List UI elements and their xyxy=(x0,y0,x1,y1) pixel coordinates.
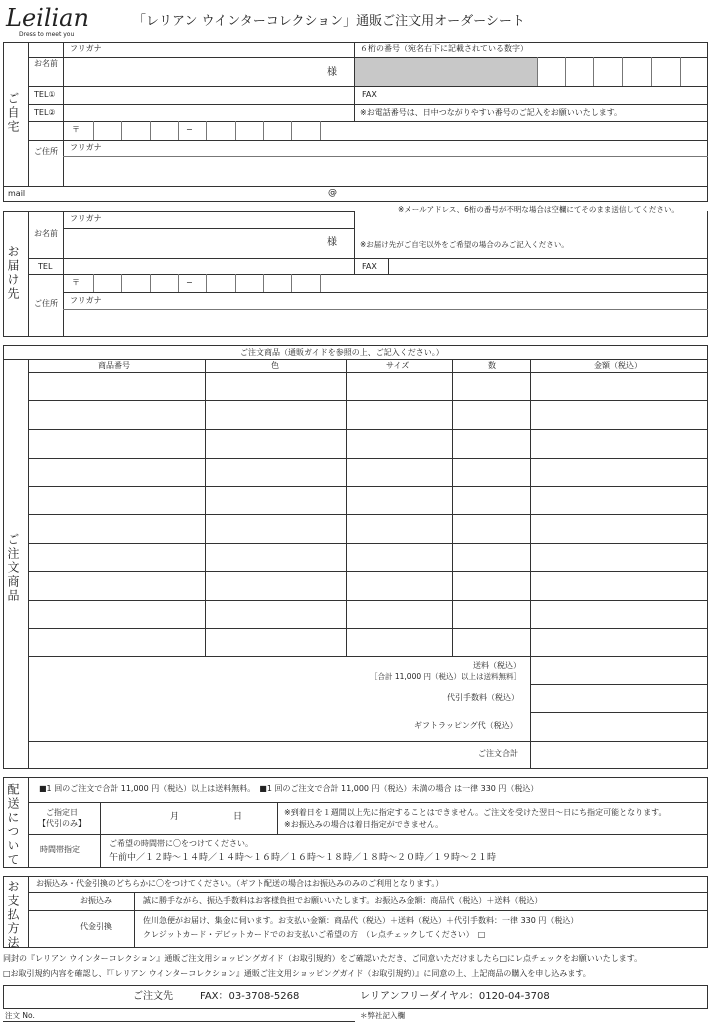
delivery-postal-dash: − xyxy=(186,278,193,287)
col-amount: 金額（税込） xyxy=(594,361,642,370)
order-row[interactable] xyxy=(29,544,708,571)
home-fax-input[interactable] xyxy=(390,87,708,104)
delivery-fax-input[interactable] xyxy=(389,259,708,274)
order-row[interactable] xyxy=(29,401,708,429)
six-digit-label: ６桁の番号（宛名右下に記載されている数字） xyxy=(360,44,528,53)
agreement-checkbox-line[interactable]: □お取引規約内容を確認し、『「レリアン ウインターコレクション』通販ご注文用ショッピングガイド（お取引規約）』に同意の上、上記商品の購入を申し込みます。 xyxy=(3,969,591,978)
tel-note: ※お電話番号は、日中つながりやすい番号のご記入をお願いいたします。 xyxy=(360,108,623,117)
payment-section-label: お支払方法 xyxy=(6,880,20,950)
home-name-label: お名前 xyxy=(34,59,58,68)
col-quantity: 数 xyxy=(488,361,496,370)
delivery-tel-input[interactable] xyxy=(64,259,354,274)
date-day-label: 日 xyxy=(233,812,243,822)
office-use-label: ＊弊社記入欄 xyxy=(360,1011,405,1020)
time-slot-options[interactable]: 午前中／１２時〜１４時／１４時〜１６時／１６時〜１８時／１８時〜２０時／１９時〜２１時 xyxy=(109,853,497,863)
home-sama: 様 xyxy=(327,67,337,78)
shipping-fee-input[interactable] xyxy=(531,657,708,684)
col-size: サイズ xyxy=(386,361,410,370)
order-row[interactable] xyxy=(29,572,708,600)
cod-label[interactable]: 代金引換 xyxy=(80,922,112,931)
home-postal-dash: − xyxy=(186,125,193,134)
shipping-free-note: ■1 回のご注文で合計 11,000 円（税込）以上は送料無料。 ■1 回のご注文で合計 11,000 円（税込）未満の場合 は一律 330 円（税込） xyxy=(39,784,539,793)
home-address-furigana: フリガナ xyxy=(70,143,102,152)
home-postal-input[interactable] xyxy=(93,122,320,140)
delivery-postal-input[interactable] xyxy=(93,275,320,292)
shipping-fee-label: 送料（税込） xyxy=(473,661,521,670)
cod-note-2[interactable]: クレジットカード・デビットカードでのお支払いご希望の方 （レ点チェックしてください） □ xyxy=(143,930,486,939)
delivery-address-label: ご住所 xyxy=(34,299,58,308)
delivery-postal-mark: 〒 xyxy=(72,278,80,287)
date-note-1: ※到着日を１週間以上先に指定することはできません。ご注文を受けた翌日〜日にち指定可能となります。 xyxy=(284,808,667,817)
order-total-label: ご注文合計 xyxy=(478,749,518,758)
mail-input[interactable] xyxy=(40,187,708,202)
shipping-fee-note: ［合計 11,000 円（税込）以上は送料無料］ xyxy=(370,672,522,681)
six-digit-shaded-field xyxy=(355,58,537,86)
delivery-address-furigana: フリガナ xyxy=(70,296,102,305)
home-tel2-label: TEL② xyxy=(34,108,56,117)
delivery-section-label: お届け先 xyxy=(6,245,20,301)
order-row[interactable] xyxy=(29,373,708,400)
delivery-furigana-label: フリガナ xyxy=(70,214,102,223)
order-row[interactable] xyxy=(29,601,708,628)
home-address-label: ご住所 xyxy=(34,147,58,156)
date-label-1: ご指定日 xyxy=(46,808,78,817)
home-name-input[interactable] xyxy=(64,58,354,86)
cod-fee-label: 代引手数料（税込） xyxy=(447,693,519,702)
shipping-section-label: 配送について xyxy=(6,783,20,867)
cod-note-1: 佐川急便がお届け、集金に伺います。お支払い金額：商品代（税込）＋送料（税込）＋代引手数料：一律 330 円（税込） xyxy=(143,916,579,925)
gift-wrap-label: ギフトラッピング代（税込） xyxy=(414,721,518,730)
col-color: 色 xyxy=(271,361,279,370)
payment-header: お振込み・代金引換のどちらかに〇をつけてください。（ギフト配送の場合はお振込みのみのご利用となります。） xyxy=(36,879,444,888)
brand-tagline: Dress to meet you xyxy=(19,31,75,38)
delivery-tel-label: TEL xyxy=(38,262,53,271)
time-slot-note: ご希望の時間帯に〇をつけてください。 xyxy=(109,839,253,848)
delivery-date-input[interactable] xyxy=(101,803,277,834)
order-row[interactable] xyxy=(29,515,708,543)
cod-fee-input[interactable] xyxy=(531,685,708,712)
home-tel1-input[interactable] xyxy=(64,87,354,104)
brand-logo: Leilian xyxy=(6,4,89,32)
delivery-fax-label: FAX xyxy=(362,262,377,271)
order-to-label: ご注文先 xyxy=(133,991,173,1002)
order-header: ご注文商品（通販ガイドを参照の上、ご記入ください。） xyxy=(240,348,444,357)
delivery-note: ※お届け先がご自宅以外をご希望の場合のみご記入ください。 xyxy=(360,240,569,249)
order-row[interactable] xyxy=(29,487,708,514)
mail-note: ※メールアドレス、6桁の番号が不明な場合は空欄にてそのまま送信してください。 xyxy=(398,205,679,214)
transfer-note: 誠に勝手ながら、振込手数料はお客様負担でお願いいたします。お振込み金額：商品代（税込）＋送料（税込） xyxy=(143,896,543,905)
col-item-number: 商品番号 xyxy=(98,361,130,370)
order-fax-number: FAX：03-3708-5268 xyxy=(200,991,300,1002)
agreement-note: 同封の『レリアン ウインターコレクション』通販ご注文用ショッピングガイド（お取引規約）をご確認いただき、ご同意いただけましたら□にレ点チェックをお願いいたします。 xyxy=(3,954,643,963)
delivery-address-input[interactable] xyxy=(64,310,708,337)
date-label-2: 【代引のみ】 xyxy=(38,819,86,828)
order-total-input[interactable] xyxy=(531,742,708,769)
home-postal-mark: 〒 xyxy=(72,125,80,134)
order-row[interactable] xyxy=(29,629,708,656)
home-fax-label: FAX xyxy=(362,90,377,99)
home-tel2-input[interactable] xyxy=(64,105,354,121)
home-address-input[interactable] xyxy=(64,157,708,186)
home-section-label: ご自宅 xyxy=(6,92,20,134)
order-section-label: ご注文商品 xyxy=(6,533,20,603)
date-note-2: ※お振込みの場合は着日指定ができません。 xyxy=(284,820,444,829)
order-number-label: 注文 No. xyxy=(5,1011,35,1020)
page-title: 「レリアン ウインターコレクション」通販ご注文用オーダーシート xyxy=(133,14,525,29)
home-furigana-label: フリガナ xyxy=(70,44,102,53)
home-tel1-label: TEL① xyxy=(34,90,56,99)
free-dial-number: レリアンフリーダイヤル：0120-04-3708 xyxy=(360,991,550,1002)
mail-label: mail xyxy=(8,189,26,198)
gift-wrap-input[interactable] xyxy=(531,713,708,741)
time-slot-label: 時間帯指定 xyxy=(40,845,80,854)
delivery-name-input[interactable] xyxy=(64,229,354,258)
six-digit-input[interactable] xyxy=(537,58,708,86)
order-row[interactable] xyxy=(29,430,708,458)
order-row[interactable] xyxy=(29,459,708,486)
delivery-sama: 様 xyxy=(327,237,337,248)
transfer-label[interactable]: お振込み xyxy=(80,896,112,905)
order-contact-box xyxy=(3,985,708,1009)
delivery-name-label: お名前 xyxy=(34,229,58,238)
date-month-label: 月 xyxy=(170,812,180,822)
mail-at: @ xyxy=(328,188,337,198)
